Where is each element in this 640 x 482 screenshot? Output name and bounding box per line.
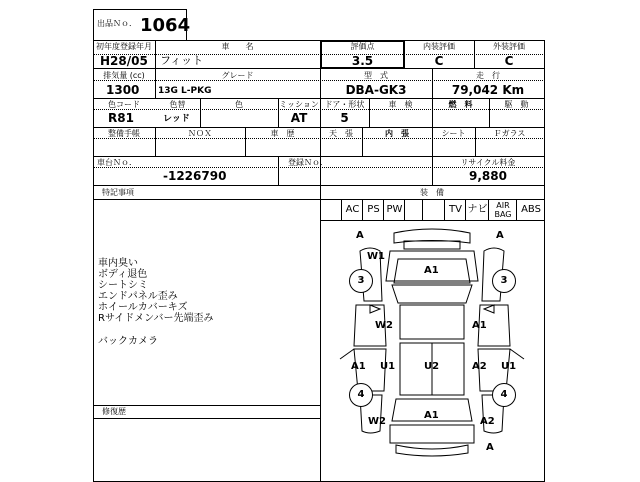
tire-front-left: 3 (349, 269, 373, 293)
fuel-label: 燃 料 (448, 100, 473, 109)
equip-tv: TV (444, 200, 466, 220)
exterior-grade-label: 外装評価 (493, 42, 525, 51)
mark-u1-right: U1 (501, 361, 517, 372)
remark-item: シートシミ (98, 280, 148, 291)
color-change-label: 色替 (169, 100, 186, 109)
recycle-value: 9,880 (469, 169, 507, 183)
interior-grade-value: C (434, 54, 444, 68)
equip-slot-5 (422, 200, 445, 220)
mark-w1: W1 (367, 251, 385, 262)
seat-label: シート (441, 129, 466, 138)
mark-a1-left-rear: A1 (351, 361, 366, 372)
model-type-value: DBA-GK3 (345, 83, 407, 97)
reg-value: H28/05 (100, 54, 148, 68)
mission-label: ミッション (279, 100, 319, 109)
equip-pw: PW (383, 200, 405, 220)
recycle-label: リサイクル料金 (460, 158, 516, 167)
door-shape-value: 5 (340, 111, 349, 125)
door-shape-label: ドア・形状 (324, 100, 365, 109)
tire-rear-left: 4 (349, 383, 373, 407)
remark-item: エンドパネル歪み (98, 291, 178, 302)
equip-airbag: AIR BAG (488, 200, 517, 221)
equip-ac: AC (341, 200, 363, 220)
score-label: 評価点 (350, 42, 375, 51)
chassis-value: -1226790 (163, 169, 227, 183)
car-diagram (320, 221, 544, 480)
tire-rear-right: 4 (492, 383, 516, 407)
registration-label: 登録Ｎｏ． (288, 158, 328, 167)
reg-label: 初年度登録年月 (96, 42, 152, 51)
history-label: 車 歴 (270, 129, 295, 138)
equip-navi: ナビ (465, 200, 489, 220)
equip-ps: PS (362, 200, 384, 220)
model-value: フィット (160, 54, 204, 67)
score-value: 3.5 (351, 54, 374, 68)
mark-w2-left: W2 (375, 320, 393, 331)
displacement-value: 1300 (106, 83, 140, 97)
remarks-label: 特記事項 (102, 188, 134, 197)
mark-w2-rear: W2 (368, 416, 386, 427)
mark-u2-center: U2 (424, 361, 440, 372)
drive-label: 駆 動 (504, 100, 529, 109)
interior-grade-label: 内装評価 (423, 42, 455, 51)
inner-trim-label: 内 張 (385, 129, 409, 138)
exterior-grade-value: C (504, 54, 514, 68)
remark-item: バックカメラ (98, 336, 158, 347)
lot-number: 1064 (140, 15, 191, 36)
lot-label: 出品Ｎｏ． (97, 19, 137, 28)
mark-a2-right: A2 (472, 361, 487, 372)
chassis-label: 車台Ｎｏ． (97, 158, 137, 167)
mark-a1-right-front: A1 (472, 320, 487, 331)
color-code-label: 色コード (108, 100, 140, 109)
mark-a-front-right: A (496, 230, 504, 241)
remark-item: ホイールカバーキズ (98, 302, 188, 313)
mission-value: AT (290, 111, 308, 125)
mark-a1-rear: A1 (424, 410, 439, 421)
front-glass-label: Ｆガラス (493, 129, 526, 138)
inspection-label: 車 検 (388, 100, 413, 109)
grade-label: グレード (221, 71, 254, 80)
remark-item: Rサイドメンバー先端歪み (98, 313, 214, 324)
remark-item: ボディ退色 (98, 269, 148, 280)
model-label: 車 名 (221, 42, 254, 51)
repair-history-label: 修復歴 (102, 407, 126, 416)
mark-a-rear: A (486, 442, 494, 453)
mark-a2-rear: A2 (480, 416, 495, 427)
tire-front-right: 3 (492, 269, 516, 293)
mark-a-front-left: A (356, 230, 364, 241)
equip-abs: ABS (516, 200, 545, 220)
color-code-value: R81 (108, 111, 134, 125)
mark-a1-hood: A1 (424, 265, 439, 276)
lot-box (93, 9, 191, 41)
displacement-label: 排気量 (cc) (103, 71, 145, 80)
mileage-value: 79,042 Km (451, 83, 525, 97)
model-type-label: 型 式 (364, 71, 388, 80)
remark-item: 車内臭い (98, 258, 138, 269)
mark-u1-left: U1 (380, 361, 396, 372)
equip-slot-4 (404, 200, 423, 220)
ceiling-label: 天 張 (329, 129, 353, 138)
equipment-label: 装 備 (420, 188, 444, 197)
maintenance-book-label: 整備手帳 (108, 129, 140, 138)
color-value: レッド (163, 114, 190, 124)
color-label: 色 (235, 100, 243, 109)
nox-label: ＮＯＸ (188, 129, 212, 138)
grade-value: 13G L-PKG (158, 86, 212, 96)
mileage-label: 走 行 (476, 71, 500, 80)
